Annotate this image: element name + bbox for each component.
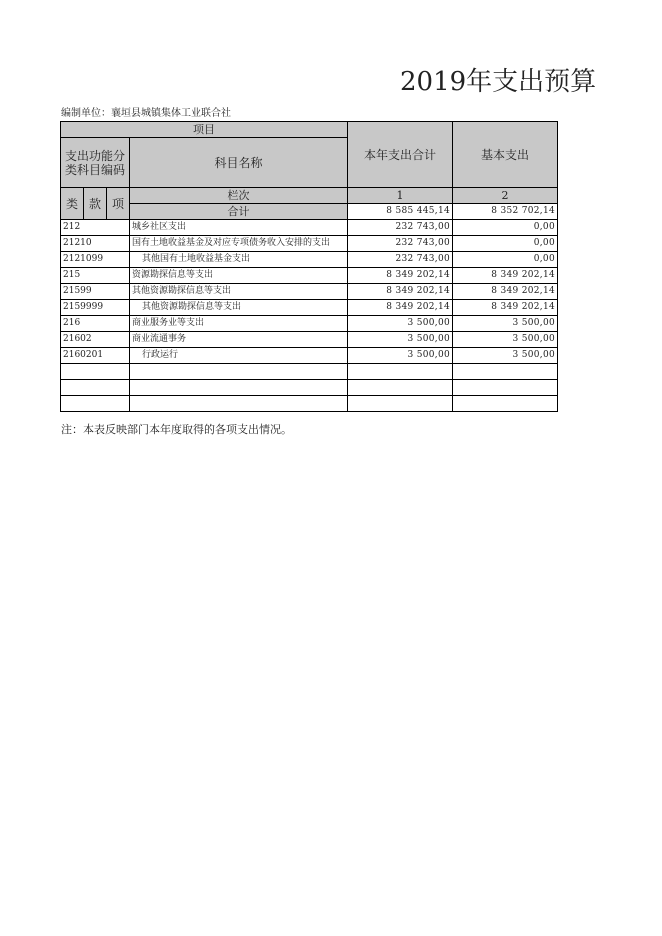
header-kuan: 款 [84, 188, 107, 220]
row-total: 8 349 202,14 [348, 268, 453, 284]
header-col-2: 2 [453, 188, 558, 204]
header-func-code: 支出功能分类科目编码 [61, 138, 130, 188]
row-total [348, 380, 453, 396]
row-subject-name: 其他资源勘探信息等支出 [130, 300, 348, 316]
row-subject-name: 其他国有土地收益基金支出 [130, 252, 348, 268]
row-basic [453, 396, 558, 412]
row-basic: 0,00 [453, 220, 558, 236]
row-total: 8 349 202,14 [348, 300, 453, 316]
row-total: 232 743,00 [348, 252, 453, 268]
row-subject-name [130, 380, 348, 396]
row-code: 212 [61, 220, 130, 236]
header-xiang: 项 [107, 188, 130, 220]
table-row [61, 316, 558, 332]
row-total: 3 500,00 [348, 348, 453, 364]
row-subject-name: 商业服务业等支出 [130, 316, 348, 332]
row-code: 21210 [61, 236, 130, 252]
row-basic: 3 500,00 [453, 332, 558, 348]
row-subject-name: 城乡社区支出 [130, 220, 348, 236]
row-code [61, 380, 130, 396]
report-title: 2019年支出预算 [400, 67, 597, 97]
row-subject-name: 行政运行 [130, 348, 348, 364]
row-total: 3 500,00 [348, 332, 453, 348]
row-basic: 3 500,00 [453, 316, 558, 332]
expenditure-table [60, 121, 558, 412]
row-basic [453, 364, 558, 380]
row-total: 8 349 202,14 [348, 284, 453, 300]
row-basic: 8 349 202,14 [453, 284, 558, 300]
row-total [348, 396, 453, 412]
row-code: 2159999 [61, 300, 130, 316]
row-basic: 0,00 [453, 252, 558, 268]
table-row [61, 300, 558, 316]
header-col-1: 1 [348, 188, 453, 204]
row-code: 2160201 [61, 348, 130, 364]
unit-label: 编制单位：襄垣县城镇集体工业联合社 [61, 108, 231, 119]
row-subject-name [130, 364, 348, 380]
table-row [61, 220, 558, 236]
table-row [61, 396, 558, 412]
sum-total: 8 585 445,14 [348, 204, 453, 220]
header-basic: 基本支出 [453, 122, 558, 188]
row-basic: 0,00 [453, 236, 558, 252]
header-total: 本年支出合计 [348, 122, 453, 188]
table-row [61, 380, 558, 396]
row-code: 2121099 [61, 252, 130, 268]
row-total [348, 364, 453, 380]
header-project: 项目 [61, 122, 348, 138]
table-row [61, 364, 558, 380]
row-subject-name: 资源勘探信息等支出 [130, 268, 348, 284]
table-row [61, 236, 558, 252]
row-total: 3 500,00 [348, 316, 453, 332]
header-subject-name: 科目名称 [130, 138, 348, 188]
table-row [61, 332, 558, 348]
row-basic: 3 500,00 [453, 348, 558, 364]
row-basic: 8 349 202,14 [453, 268, 558, 284]
header-lei: 类 [61, 188, 84, 220]
table-row [61, 284, 558, 300]
row-code: 21599 [61, 284, 130, 300]
table-row [61, 252, 558, 268]
table-row [61, 348, 558, 364]
row-code: 216 [61, 316, 130, 332]
row-total: 232 743,00 [348, 236, 453, 252]
row-total: 232 743,00 [348, 220, 453, 236]
row-code [61, 396, 130, 412]
row-subject-name [130, 396, 348, 412]
row-subject-name: 国有土地收益基金及对应专项债务收入安排的支出 [130, 236, 348, 252]
row-code: 215 [61, 268, 130, 284]
header-lanci: 栏次 [130, 188, 348, 204]
sum-label: 合计 [130, 204, 348, 220]
row-basic: 8 349 202,14 [453, 300, 558, 316]
row-subject-name: 商业流通事务 [130, 332, 348, 348]
row-code: 21602 [61, 332, 130, 348]
row-subject-name: 其他资源勘探信息等支出 [130, 284, 348, 300]
row-code [61, 364, 130, 380]
row-basic [453, 380, 558, 396]
sum-basic: 8 352 702,14 [453, 204, 558, 220]
footnote: 注：本表反映部门本年度取得的各项支出情况。 [61, 423, 292, 436]
table-row [61, 268, 558, 284]
